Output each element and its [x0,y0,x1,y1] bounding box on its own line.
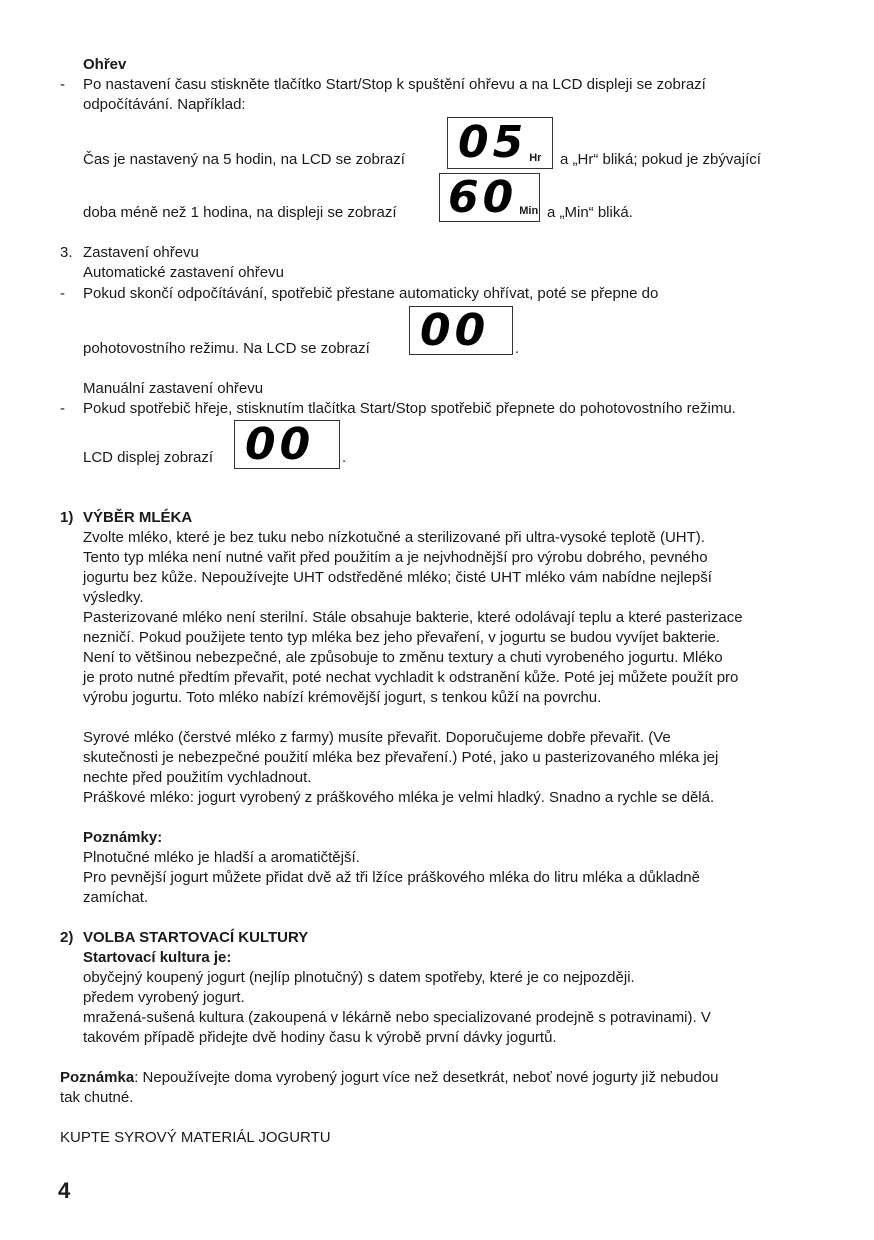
lcd-digits: 00 [420,304,490,356]
lcd-digits: 60 [448,171,518,223]
paragraph-line: Zvolte mléko, které je bez tuku nebo nízkotučné a sterilizované při ultra-vysoké teplotě (UHT). [83,529,705,546]
lcd-unit: Hr [529,152,542,164]
paragraph-line: Syrové mléko (čerstvé mléko z farmy) musíte převařit. Doporučujeme dobře převařit. (Ve [83,729,671,746]
paragraph-line: a „Hr“ bliká; pokud je zbývající [560,151,761,168]
paragraph-line: předem vyrobený jogurt. [83,989,245,1006]
paragraph-line: Plnotučné mléko je hladší a aromatičtější. [83,849,360,866]
paragraph-line: Není to většinou nebezpečné, ale způsobuje to změnu textury a chuti vyrobeného jogurtu. Mléko [83,649,723,666]
subsection-title: Startovací kultura je: [83,949,232,966]
paragraph-line: Pokud spotřebič hřeje, stisknutím tlačítka Start/Stop spotřebič přepnete do pohotovostního režimu. [83,400,736,417]
section-number: 2) [60,929,74,946]
lcd-unit: Min [519,205,539,217]
paragraph-line: Tento typ mléka není nutné vařit před použitím a je nejvhodnější pro výrobu dobrého, pevného [83,549,708,566]
subsection-title: Automatické zastavení ohřevu [83,264,284,281]
paragraph-line: doba méně než 1 hodina, na displeji se zobrazí [83,204,397,221]
paragraph-line: jogurtu bez kůže. Nepoužívejte UHT odstředěné mléko; čisté UHT mléko vám nabídne nejlepší [83,569,712,586]
paragraph-line: pohotovostního režimu. Na LCD se zobrazí [83,340,370,357]
paragraph-line: LCD displej zobrazí [83,449,214,466]
paragraph-line: nechte před použitím vychladnout. [83,769,312,786]
paragraph-line: Čas je nastavený na 5 hodin, na LCD se zobrazí [83,151,405,168]
note-label: Poznámka [60,1069,135,1086]
section-number: 1) [60,509,74,526]
note-line [60,1068,719,1088]
footer-heading: KUPTE SYROVÝ MATERIÁL JOGURTU [60,1129,331,1146]
section-title: Zastavení ohřevu [83,244,199,261]
lcd-display-minutes [439,173,540,222]
section-title: VÝBĚR MLÉKA [83,509,193,526]
lcd-display-standby-manual [234,420,340,469]
paragraph-line: mražená-sušená kultura (zakoupená v lékárně nebo specializované prodejně s potravinami). V [83,1009,711,1026]
bullet-dash: - [60,400,65,417]
paragraph-line: výsledky. [83,589,144,606]
paragraph-line: takovém případě přidejte dvě hodiny času k výrobě první dávky jogurtů. [83,1029,557,1046]
paragraph-line: Pasterizované mléko není sterilní. Stále obsahuje bakterie, které odolávají teplu a které pasterizace [83,609,743,626]
page-number: 4 [58,1178,71,1203]
paragraph-line: Práškové mléko: jogurt vyrobený z práškového mléka je velmi hladký. Snadno a rychle se dělá. [83,789,715,806]
period: . [515,340,520,357]
lcd-display-hours [447,117,553,169]
paragraph-line: nezničí. Pokud použijete tento typ mléka bez jeho převaření, v jogurtu se budou vyvíjet bakterie. [83,629,721,646]
bullet-dash: - [60,76,65,93]
paragraph-line: obyčejný koupený jogurt (nejlíp plnotučný) s datem spotřeby, které je co nejpozději. [83,969,635,986]
period: . [342,449,347,466]
lcd-digits: 05 [458,117,528,168]
paragraph-line: a „Min“ bliká. [547,204,633,221]
paragraph-line: tak chutné. [60,1089,134,1106]
paragraph-line: Po nastavení času stiskněte tlačítko Start/Stop k spuštění ohřevu a na LCD displeji se zobrazí [83,76,706,93]
lcd-display-standby [409,306,513,355]
note-text: : Nepoužívejte doma vyrobený jogurt více než desetkrát, neboť nové jogurty již nebudou [134,1069,719,1086]
paragraph-line: Pro pevnější jogurt můžete přidat dvě až tři lžíce práškového mléka do litru mléka a důkladně [83,869,700,886]
subsection-title: Manuální zastavení ohřevu [83,380,264,397]
paragraph-line: odpočítávání. Například: [83,96,246,113]
section-title: VOLBA STARTOVACÍ KULTURY [83,929,309,946]
bullet-dash: - [60,285,65,302]
paragraph-line: výrobu jogurtu. Toto mléko nabízí krémovější jogurt, s tenkou kůží na povrchu. [83,689,602,706]
paragraph-line: je proto nutné předtím převařit, poté nechat vychladit k odstranění kůže. Poté jej můžete použít pro [83,669,739,686]
paragraph-line: Pokud skončí odpočítávání, spotřebič přestane automaticky ohřívat, poté se přepne do [83,285,659,302]
section-number: 3. [60,244,73,261]
paragraph-line: zamíchat. [83,889,149,906]
paragraph-line: skutečnosti je nebezpečné použití mléka bez převaření.) Poté, jako u pasterizovaného mléka jej [83,749,719,766]
heating-title: Ohřev [83,56,127,73]
lcd-digits: 00 [245,418,315,470]
notes-title: Poznámky: [83,829,163,846]
